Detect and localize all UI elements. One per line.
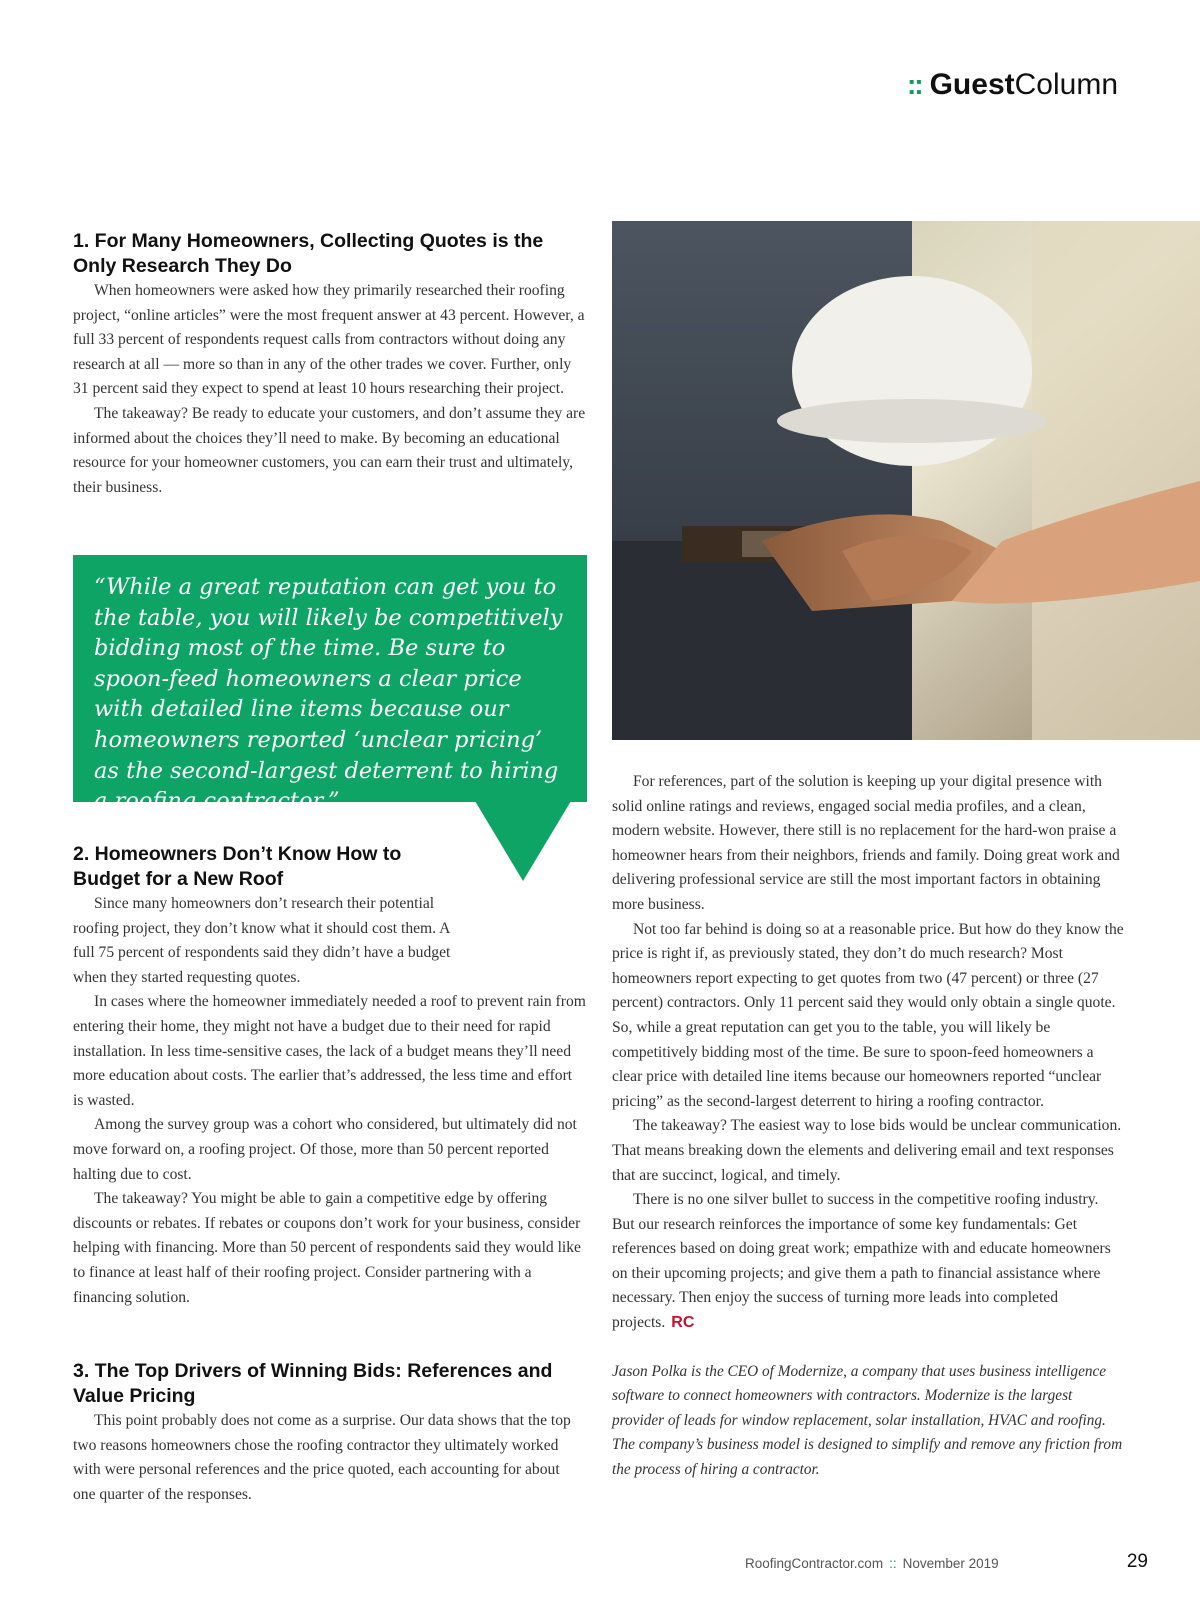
section-1-heading: 1. For Many Homeowners, Collecting Quotes is the Only Research They Do [73,230,544,277]
header-title [930,68,1118,102]
section-1-paragraph: When homeowners were asked how they primarily researched their roofing project, “online articles” were the most frequent answer at 43 percent. However, a full 33 percent of respondents request calls from contractors without doing any research at all — more so than in any of the other trades we cover. Further, only 31 percent said they expect to spend at least 10 hours researching their project. [73,282,585,398]
header-title-light: Column [1014,68,1118,101]
right-column-paragraph: Not too far behind is doing so at a reasonable price. But how do they know the price is right if, as previously stated, they don’t do much research? Most homeowners report expecting to get quotes from two (47 percent) or three (27 percent) contractors. Only 11 percent said they would only obtain a single quote. So, while a great reputation can get you to the table, you will likely be competitively bidding most of the time. Be sure to spoon-feed homeowners a clear price with detailed line items because our homeowners reported “unclear pricing” as the second-largest deterrent to hiring a roofing contractor. [612,920,1124,1110]
section-2-heading-line-2: Budget for a New Roof [73,868,284,890]
rc-end-mark: RC [671,1314,695,1332]
section-3-paragraph: This point probably does not come as a surprise. Our data shows that the top two reasons homeowners chose the roofing contractor they ultimately worked with were personal references and the price quoted, each accounting for about one quarter of the responses. [73,1412,571,1503]
section-2-paragraph: Since many homeowners don’t research their potential roofing project, they don’t know what it should cost them. A full 75 percent of respondents said they didn’t have a budget when they started requesting quotes. [73,895,451,986]
right-column [612,770,1124,1483]
section-3 [73,1359,586,1507]
closing-text: There is no one silver bullet to success in the competitive roofing industry. But our research reinforces the importance of some key fundamentals: Get references based on doing great work; empathize with and educate homeowners on their upcoming projects; and give them a path to financial assistance where necessary. Then enjoy the success of turning more leads into completed projects. [612,1191,1111,1332]
pull-quote-box [73,555,587,815]
page-footer [745,1556,999,1571]
section-2-paragraph: Among the survey group was a cohort who considered, but ultimately did not move forward on, a roofing project. Of those, more than 50 percent reported halting due to cost. [73,1116,577,1183]
header-dots-icon: :: [906,69,922,100]
section-2-paragraph: In cases where the homeowner immediately needed a roof to prevent rain from entering their home, they might not have a budget due to their need for rapid installation. In less time-sensitive cases, the lack of a budget means they’ll need more education about costs. The earlier that’s addressed, the less time and effort is wasted. [73,993,586,1109]
pull-quote-text: “While a great reputation can get you to the table, you will likely be competitively bidding most of the time. Be sure to spoon-feed homeowners a clear price with detailed line items because our homeowners reported ‘unclear pricing’ as the second-largest deterrent to hiring a roofing contractor.” [94,574,563,815]
handshake-photo [612,221,1200,740]
section-2-heading [73,842,586,892]
section-2 [73,842,586,1310]
section-3-heading: 3. The Top Drivers of Winning Bids: References and Value Pricing [73,1360,553,1407]
section-1 [73,229,586,500]
footer-separator-icon: :: [889,1556,897,1571]
footer-site: RoofingContractor.com [745,1556,884,1571]
author-bio: Jason Polka is the CEO of Modernize, a company that uses business intelligence software to connect homeowners with contractors. Modernize is the largest provider of leads for window replacement, solar installation, HVAC and roofing. The company’s business model is designed to simplify and remove any friction from the process of hiring a contractor. [612,1362,1123,1479]
section-2-paragraph: The takeaway? You might be able to gain a competitive edge by offering discounts or rebates. If rebates or coupons don’t work for your business, consider helping with financing. More than 50 percent of respondents said they would like to finance at least half of their roofing project. Consider partnering with a financing solution. [73,1190,581,1306]
right-column-paragraph: For references, part of the solution is keeping up your digital presence with solid online ratings and reviews, engaged social media profiles, and a clean, modern website. However, there still is no replacement for the hard-won praise a homeowner hears from their neighbors, friends and family. Doing great work and delivering professional service are still the most important factors in obtaining more business. [612,773,1120,913]
right-column-paragraph: The takeaway? The easiest way to lose bids would be unclear communication. That means breaking down the elements and delivering email and text responses that are succinct, logical, and timely. [612,1117,1122,1184]
page-number: 29 [1126,1551,1148,1572]
section-header [907,68,1118,102]
footer-date: November 2019 [902,1556,999,1571]
right-column-closing [612,1188,1124,1336]
header-title-bold: Guest [929,68,1015,101]
section-1-paragraph: The takeaway? Be ready to educate your customers, and don’t assume they are informed about the choices they’ll need to make. By becoming an educational resource for your homeowner customers, you can earn their trust and ultimately, their business. [73,404,586,496]
section-2-heading-line-1: 2. Homeowners Don’t Know How to [73,843,402,865]
